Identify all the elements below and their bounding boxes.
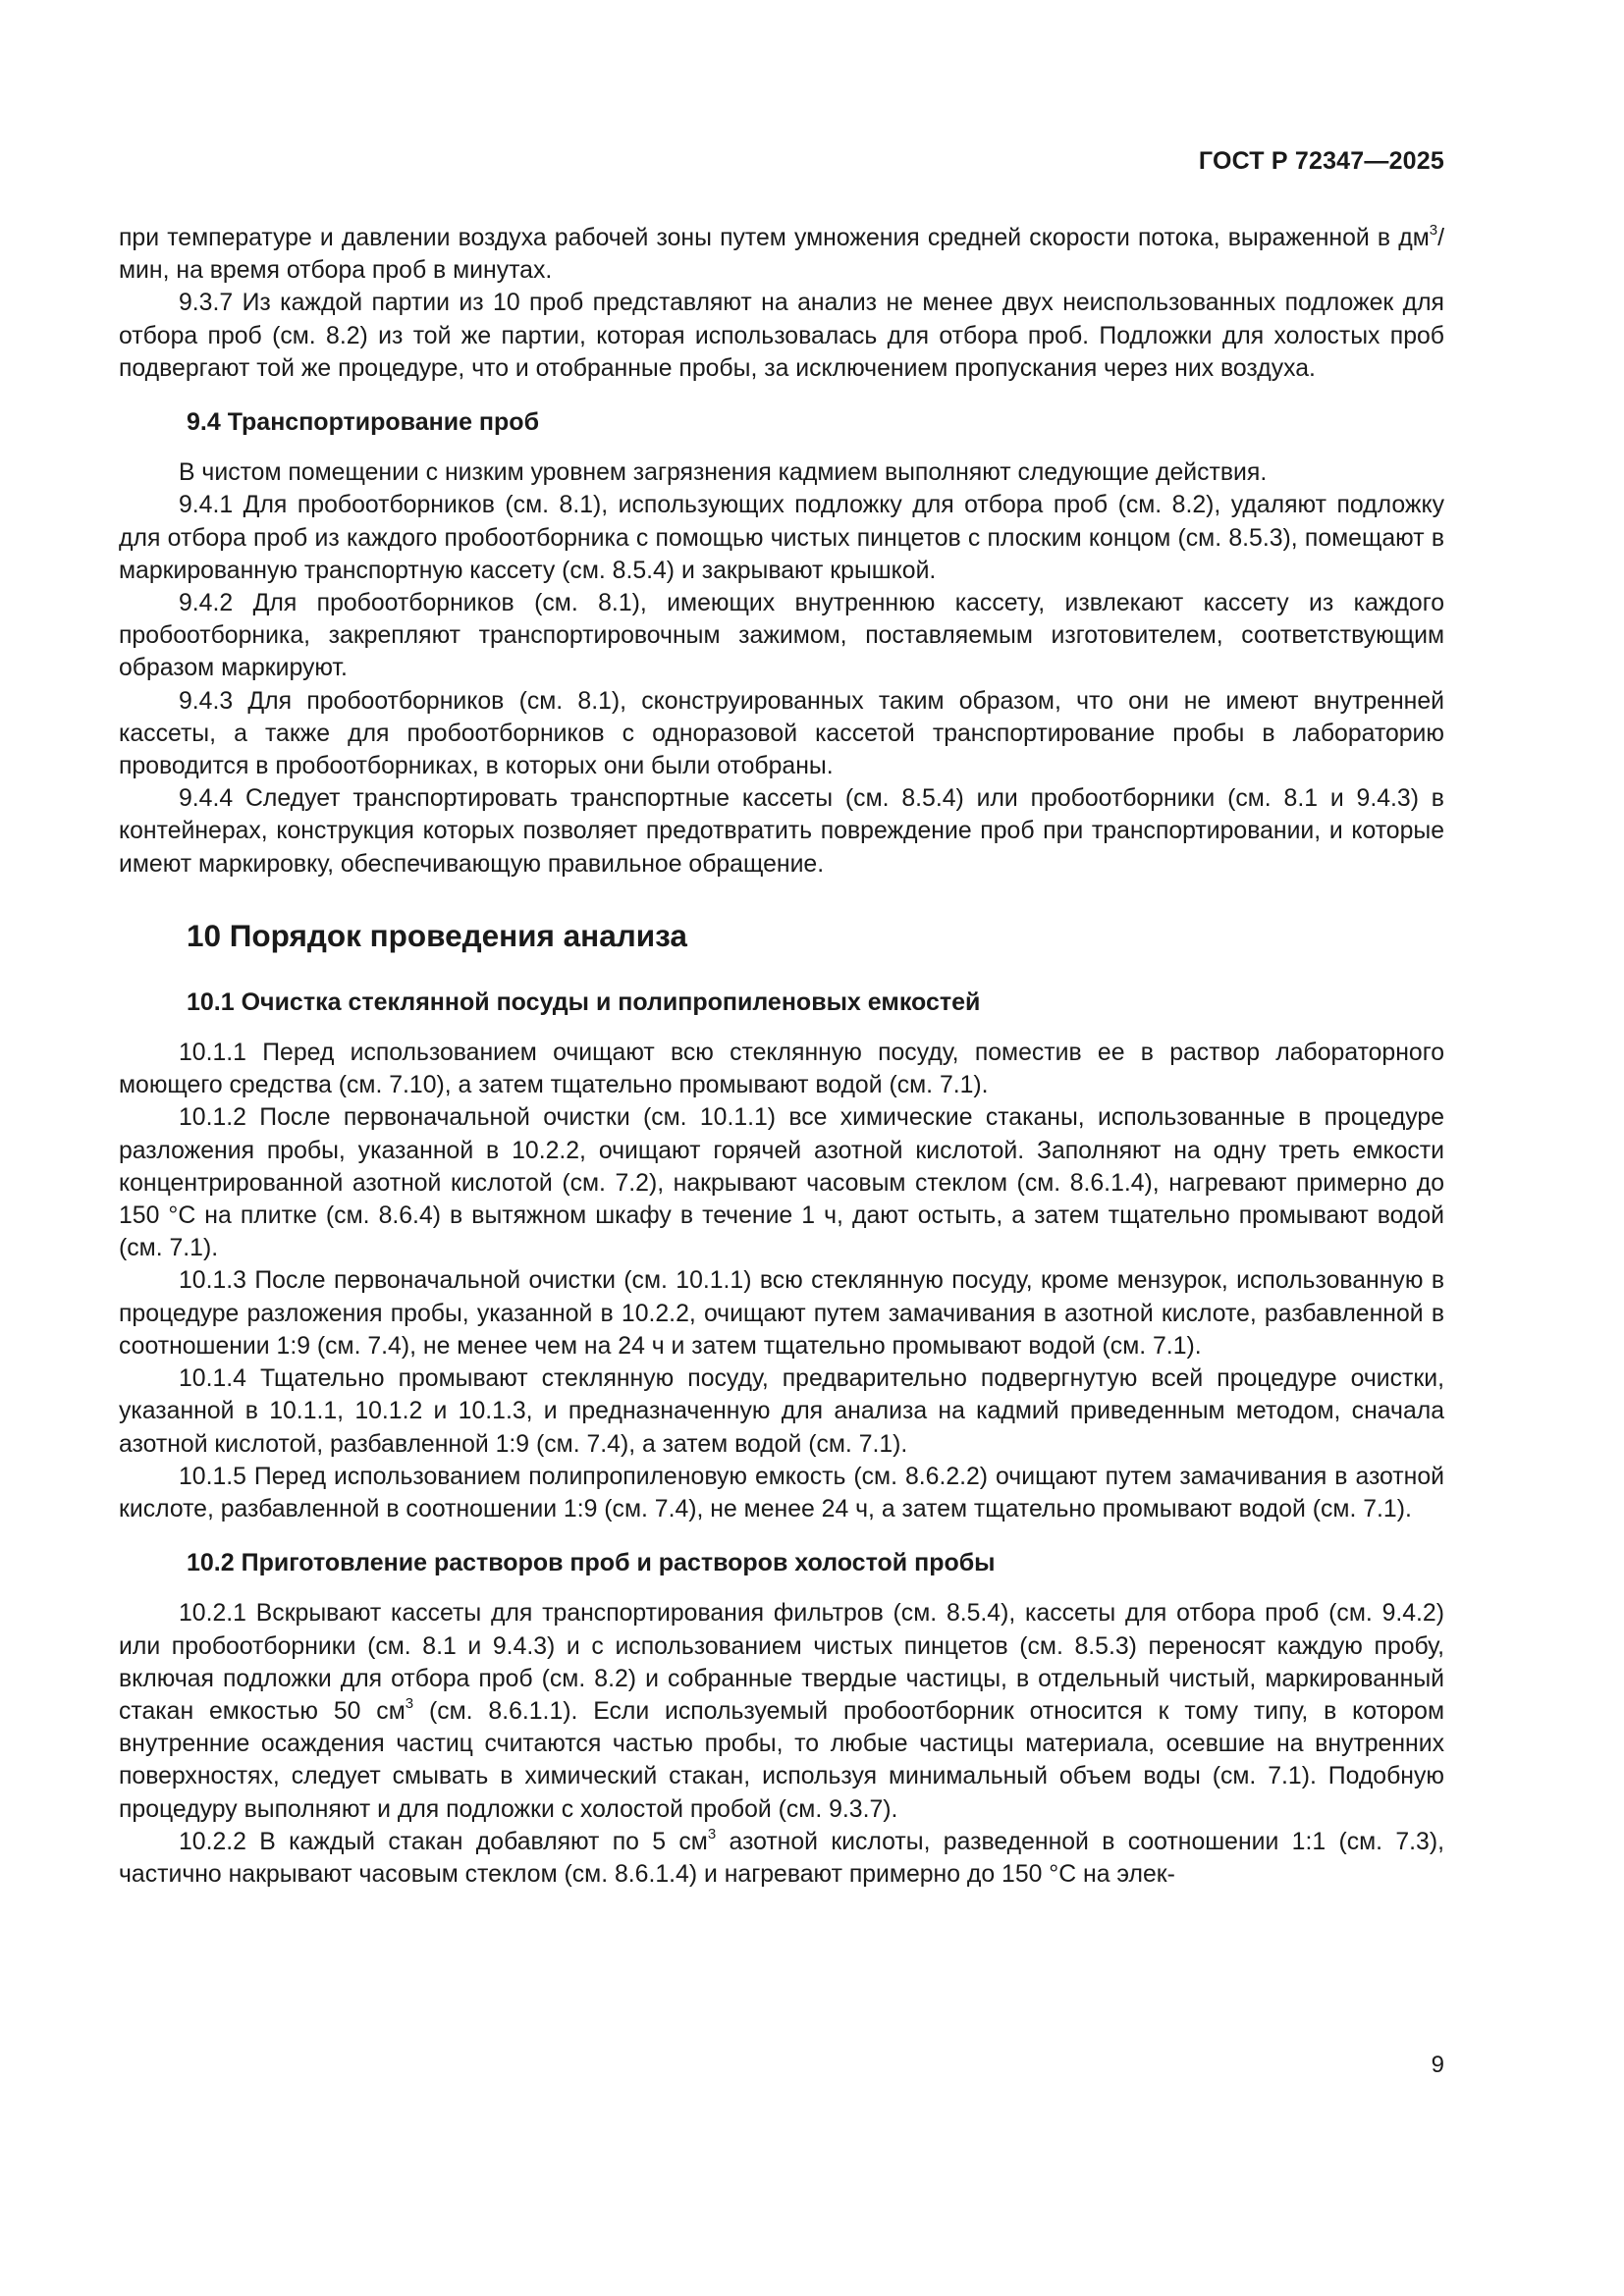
superscript: 3 xyxy=(707,1825,717,1842)
heading-10-2: 10.2 Приготовление растворов проб и растворов холостой пробы xyxy=(187,1549,996,1577)
text-run: 10.2.2 В каждый стакан добавляют по 5 см xyxy=(179,1828,708,1855)
text-run: при температуре и давлении воздуха рабочей зоны путем умножения средней скорости потока, выраженной в дм xyxy=(119,225,1430,251)
paragraph-continuation xyxy=(119,222,1444,287)
superscript: 3 xyxy=(405,1694,414,1712)
text-run: 10.2.1 Вскрывают кассеты для транспортирования фильтров (см. 8.5.4), кассеты для отбора проб (см. 9.4.2) или пробоотборники (см. 8.1 и 9.4.3) и с использованием чистых пинцетов (см. 8.5.3) переносят каждую пробу, включая подложки для отбора проб (см. 8.2) и собранные твердые частицы, в отдельный чистый, маркированный стакан емкостью 50 см xyxy=(119,1600,1444,1725)
document-body xyxy=(119,222,1444,1891)
text-run: азотной кислоты, разведенной в соотношении 1:1 (см. 7.3), частично накрывают часовым стеклом (см. 8.6.1.4) и нагревают примерно до 150 °С на элек- xyxy=(119,1828,1444,1888)
paragraph-10-2-1 xyxy=(119,1597,1444,1825)
paragraph-10-1-2: 10.1.2 После первоначальной очистки (см. 10.1.1) все химические стаканы, использованные в процедуре разложения пробы, указанной в 10.2.2, очищают горячей азотной кислотой. Заполняют на одну треть емкости концентрированной азотной кислотой (см. 7.2), накрывают часовым стеклом (см. 8.6.1.4), нагревают примерно до 150 °С на плитке (см. 8.6.4) в вытяжном шкафу в течение 1 ч, дают остыть, а затем тщательно промывают водой (см. 7.1). xyxy=(119,1104,1444,1262)
paragraph-10-1-4: 10.1.4 Тщательно промывают стеклянную посуду, предварительно подвергнутую всей процедуре очистки, указанной в 10.1.1, 10.1.2 и 10.1.3, и предназначенную для анализа на кадмий приведенным методом, сначала азотной кислотой, разбавленной 1:9 (см. 7.4), а затем водой (см. 7.1). xyxy=(119,1365,1444,1458)
paragraph-9-4-intro: В чистом помещении с низким уровнем загрязнения кадмием выполняют следующие действия. xyxy=(179,459,1268,487)
paragraph-9-4-2: 9.4.2 Для пробоотборников (см. 8.1), имеющих внутреннюю кассету, извлекают кассету из каждого пробоотборника, закрепляют транспортировочным зажимом, поставляемым изготовителем, соответствующим образом маркируют. xyxy=(119,590,1444,682)
paragraph-9-3-7: 9.3.7 Из каждой партии из 10 проб представляют на анализ не менее двух неиспользованных подложек для отбора проб (см. 8.2) из той же партии, которая использовалась для отбора проб. Подложки для холостых проб подвергают той же процедуре, что и отобранные пробы, за исключением пропускания через них воздуха. xyxy=(119,290,1444,382)
paragraph-9-4-1: 9.4.1 Для пробоотборников (см. 8.1), использующих подложку для отбора проб (см. 8.2), удаляют подложку для отбора проб из каждого пробоотборника с помощью чистых пинцетов с плоским концом (см. 8.5.3), помещают в маркированную транспортную кассету (см. 8.5.4) и закрывают крышкой. xyxy=(119,492,1444,584)
paragraph-10-2-2 xyxy=(119,1826,1444,1891)
paragraph-9-4-4: 9.4.4 Следует транспортировать транспортные кассеты (см. 8.5.4) или пробоотборники (см. 8.1 и 9.4.3) в контейнерах, конструкция которых позволяет предотвратить повреждение проб при транспортировании, и которые имеют маркировку, обеспечивающую правильное обращение. xyxy=(119,785,1444,878)
paragraph-10-1-1: 10.1.1 Перед использованием очищают всю стеклянную посуду, поместив ее в раствор лабораторного моющего средства (см. 7.10), а затем тщательно промывают водой (см. 7.1). xyxy=(119,1040,1444,1099)
heading-section-10: 10 Порядок проведения анализа xyxy=(187,917,687,953)
paragraph-9-4-3: 9.4.3 Для пробоотборников (см. 8.1), сконструированных таким образом, что они не имеют внутренней кассеты, а также для пробоотборников с одноразовой кассетой транспортирование пробы в лабораторию проводится в пробоотборниках, в которых они были отобраны. xyxy=(119,687,1444,780)
document-header: ГОСТ Р 72347—2025 xyxy=(1198,147,1444,175)
paragraph-10-1-5: 10.1.5 Перед использованием полипропиленовую емкость (см. 8.6.2.2) очищают путем замачивания в азотной кислоте, разбавленной в соотношении 1:9 (см. 7.4), не менее 24 ч, а затем тщательно промывают водой (см. 7.1). xyxy=(119,1463,1444,1522)
heading-10-1: 10.1 Очистка стеклянной посуды и полипропиленовых емкостей xyxy=(187,988,981,1016)
text-run: /мин, на время отбора проб в минутах. xyxy=(119,225,1444,285)
text-run: (см. 8.6.1.1). Если используемый пробоотборник относится к тому типу, в котором внутренние осаждения частиц считаются частью пробы, то любые частицы материала, осевшие на внутренних поверхностях, следует смывать в химический стакан, используя минимальный объем воды (см. 7.1). Подобную процедуру выполняют и для подложки с холостой пробой (см. 9.3.7). xyxy=(119,1697,1445,1823)
heading-9-4: 9.4 Транспортирование проб xyxy=(187,408,540,437)
page-number: 9 xyxy=(1431,2052,1444,2078)
paragraph-10-1-3: 10.1.3 После первоначальной очистки (см. 10.1.1) всю стеклянную посуду, кроме мензурок, использованную в процедуре разложения пробы, указанной в 10.2.2, очищают путем замачивания в азотной кислоте, разбавленной в соотношении 1:9 (см. 7.4), не менее чем на 24 ч и затем тщательно промывают водой (см. 7.1). xyxy=(119,1267,1444,1360)
superscript: 3 xyxy=(1429,222,1438,239)
